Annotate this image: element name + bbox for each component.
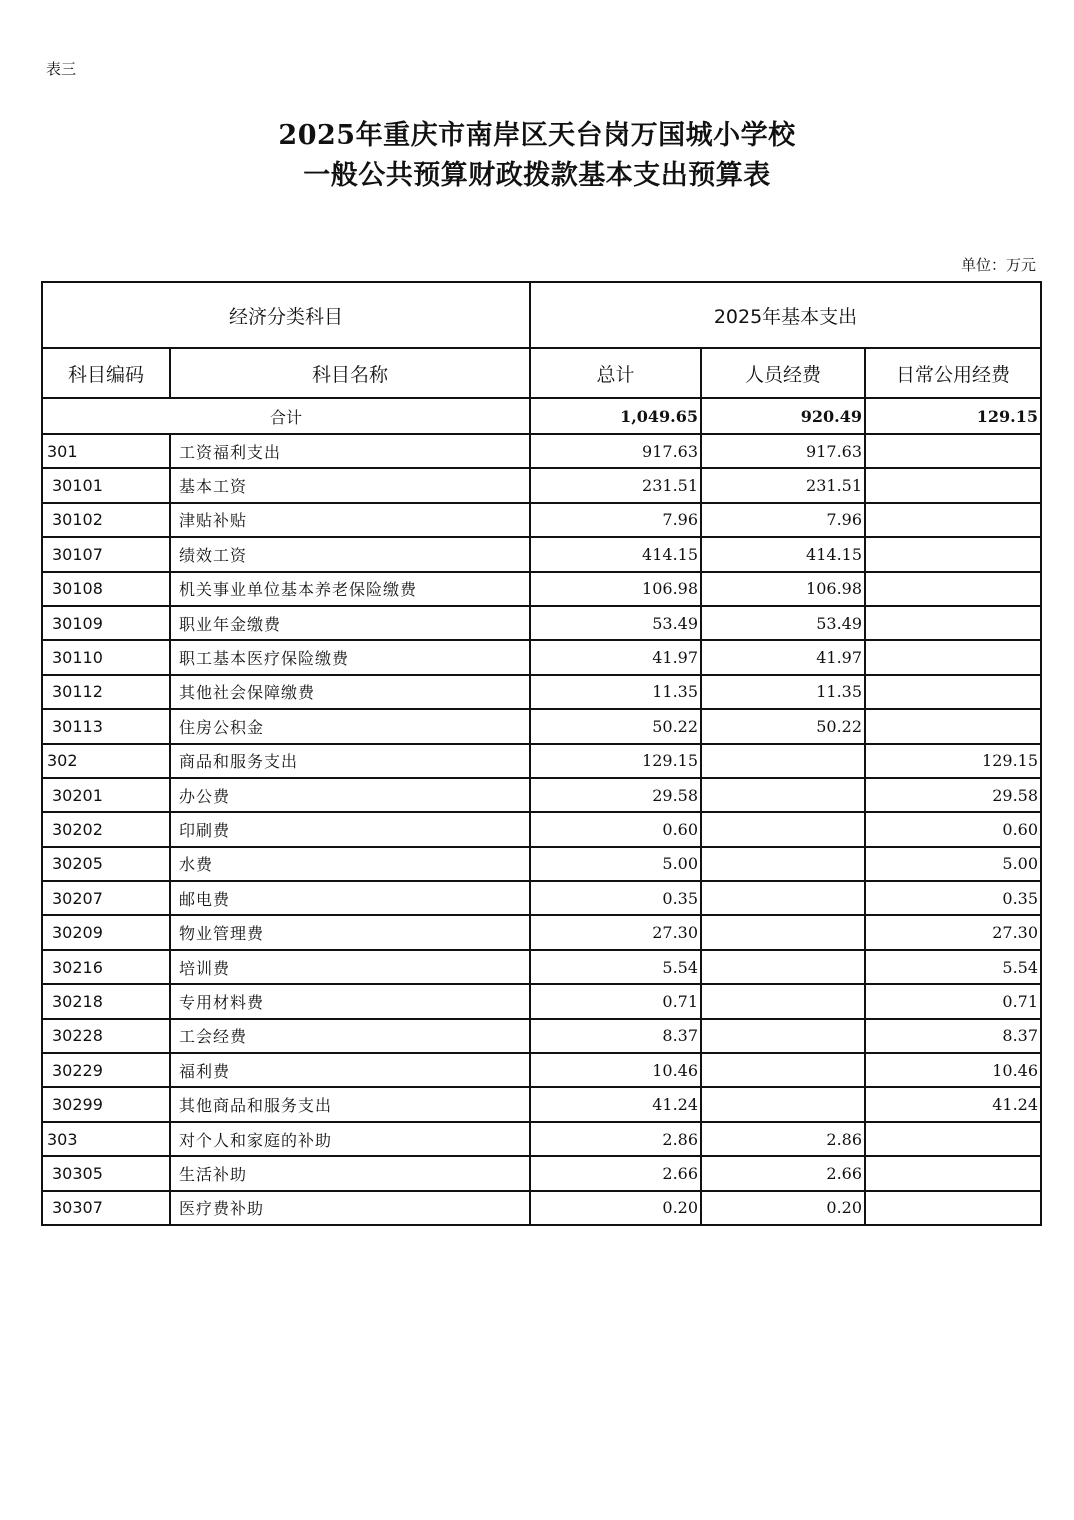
row-code: 30305 <box>42 1156 170 1190</box>
row-code: 30201 <box>42 778 170 812</box>
row-total: 0.35 <box>530 881 701 915</box>
table-row <box>42 1156 1041 1190</box>
row-public <box>865 572 1041 606</box>
row-name: 邮电费 <box>170 881 530 915</box>
column-header-row <box>42 348 1041 398</box>
row-public: 5.54 <box>865 950 1041 984</box>
row-personnel <box>701 1053 865 1087</box>
unit-label: 单位：万元 <box>960 256 1036 274</box>
row-personnel: 414.15 <box>701 537 865 571</box>
row-personnel <box>701 1019 865 1053</box>
row-personnel: 41.97 <box>701 640 865 674</box>
row-name: 印刷费 <box>170 812 530 846</box>
row-public: 29.58 <box>865 778 1041 812</box>
budget-table <box>41 281 1042 1226</box>
row-personnel: 2.66 <box>701 1156 865 1190</box>
row-public <box>865 468 1041 502</box>
table-label: 表三 <box>46 60 77 78</box>
row-name: 其他社会保障缴费 <box>170 675 530 709</box>
row-code: 30229 <box>42 1053 170 1087</box>
header-total: 总计 <box>530 348 701 398</box>
row-total: 0.71 <box>530 984 701 1018</box>
table-row <box>42 744 1041 778</box>
row-total: 10.46 <box>530 1053 701 1087</box>
header-economic-classification: 经济分类科目 <box>42 282 530 348</box>
row-code: 303 <box>42 1122 170 1156</box>
row-code: 301 <box>42 434 170 468</box>
page-title-line2: 一般公共预算财政拨款基本支出预算表 <box>303 160 771 191</box>
row-code: 30307 <box>42 1191 170 1225</box>
row-personnel <box>701 881 865 915</box>
table-row <box>42 675 1041 709</box>
row-public <box>865 1191 1041 1225</box>
row-personnel: 50.22 <box>701 709 865 743</box>
row-name: 其他商品和服务支出 <box>170 1087 530 1121</box>
row-name: 医疗费补助 <box>170 1191 530 1225</box>
row-code: 30109 <box>42 606 170 640</box>
header-code: 科目编码 <box>42 348 170 398</box>
table-row <box>42 950 1041 984</box>
row-code: 30228 <box>42 1019 170 1053</box>
row-total: 5.00 <box>530 847 701 881</box>
row-code: 30209 <box>42 915 170 949</box>
row-name: 生活补助 <box>170 1156 530 1190</box>
row-total: 129.15 <box>530 744 701 778</box>
header-public: 日常公用经费 <box>865 348 1041 398</box>
total-personnel: 920.49 <box>701 398 865 434</box>
row-public <box>865 1122 1041 1156</box>
row-name: 商品和服务支出 <box>170 744 530 778</box>
row-name: 对个人和家庭的补助 <box>170 1122 530 1156</box>
total-public: 129.15 <box>865 398 1041 434</box>
row-code: 30202 <box>42 812 170 846</box>
table-row <box>42 847 1041 881</box>
row-code: 30107 <box>42 537 170 571</box>
row-code: 30112 <box>42 675 170 709</box>
row-total: 50.22 <box>530 709 701 743</box>
row-total: 11.35 <box>530 675 701 709</box>
table-row <box>42 640 1041 674</box>
row-name: 物业管理费 <box>170 915 530 949</box>
row-public <box>865 537 1041 571</box>
row-personnel: 917.63 <box>701 434 865 468</box>
row-name: 职业年金缴费 <box>170 606 530 640</box>
row-personnel: 53.49 <box>701 606 865 640</box>
row-name: 津贴补贴 <box>170 503 530 537</box>
header-basic-expenditure: 2025年基本支出 <box>530 282 1041 348</box>
row-name: 福利费 <box>170 1053 530 1087</box>
table-row <box>42 503 1041 537</box>
header-name: 科目名称 <box>170 348 530 398</box>
row-personnel <box>701 984 865 1018</box>
row-total: 5.54 <box>530 950 701 984</box>
row-public: 129.15 <box>865 744 1041 778</box>
row-total: 8.37 <box>530 1019 701 1053</box>
row-name: 专用材料费 <box>170 984 530 1018</box>
row-total: 41.97 <box>530 640 701 674</box>
table-row <box>42 984 1041 1018</box>
table-row <box>42 778 1041 812</box>
row-personnel: 11.35 <box>701 675 865 709</box>
row-public <box>865 675 1041 709</box>
row-name: 机关事业单位基本养老保险缴费 <box>170 572 530 606</box>
row-code: 30218 <box>42 984 170 1018</box>
table-row <box>42 537 1041 571</box>
row-total: 231.51 <box>530 468 701 502</box>
row-public: 10.46 <box>865 1053 1041 1087</box>
row-personnel: 0.20 <box>701 1191 865 1225</box>
row-public <box>865 640 1041 674</box>
row-personnel <box>701 744 865 778</box>
row-total: 0.60 <box>530 812 701 846</box>
table-row <box>42 915 1041 949</box>
row-public: 41.24 <box>865 1087 1041 1121</box>
table-row <box>42 1122 1041 1156</box>
row-name: 办公费 <box>170 778 530 812</box>
row-public <box>865 1156 1041 1190</box>
row-name: 绩效工资 <box>170 537 530 571</box>
row-personnel <box>701 812 865 846</box>
row-public <box>865 503 1041 537</box>
row-personnel: 106.98 <box>701 572 865 606</box>
table-row <box>42 606 1041 640</box>
total-row <box>42 398 1041 434</box>
row-code: 30113 <box>42 709 170 743</box>
row-code: 30205 <box>42 847 170 881</box>
row-personnel <box>701 847 865 881</box>
row-name: 住房公积金 <box>170 709 530 743</box>
row-name: 基本工资 <box>170 468 530 502</box>
table-row <box>42 434 1041 468</box>
row-public: 0.35 <box>865 881 1041 915</box>
table-row <box>42 709 1041 743</box>
table-row <box>42 1053 1041 1087</box>
row-code: 30299 <box>42 1087 170 1121</box>
table-row <box>42 1087 1041 1121</box>
row-total: 41.24 <box>530 1087 701 1121</box>
page-title-line1: 2025年重庆市南岸区天台岗万国城小学校 <box>278 120 796 151</box>
group-header-row <box>42 282 1041 348</box>
row-code: 302 <box>42 744 170 778</box>
row-personnel <box>701 1087 865 1121</box>
table-row <box>42 1019 1041 1053</box>
row-public: 5.00 <box>865 847 1041 881</box>
row-code: 30102 <box>42 503 170 537</box>
row-total: 414.15 <box>530 537 701 571</box>
table-row <box>42 812 1041 846</box>
table-row <box>42 468 1041 502</box>
row-name: 职工基本医疗保险缴费 <box>170 640 530 674</box>
row-total: 917.63 <box>530 434 701 468</box>
row-public: 27.30 <box>865 915 1041 949</box>
row-code: 30110 <box>42 640 170 674</box>
row-name: 工会经费 <box>170 1019 530 1053</box>
row-personnel: 7.96 <box>701 503 865 537</box>
row-code: 30108 <box>42 572 170 606</box>
table-row <box>42 572 1041 606</box>
row-total: 106.98 <box>530 572 701 606</box>
row-personnel: 2.86 <box>701 1122 865 1156</box>
row-code: 30207 <box>42 881 170 915</box>
row-public <box>865 606 1041 640</box>
header-personnel: 人员经费 <box>701 348 865 398</box>
total-label: 合计 <box>42 398 530 434</box>
row-total: 53.49 <box>530 606 701 640</box>
row-name: 培训费 <box>170 950 530 984</box>
table-row <box>42 1191 1041 1225</box>
row-name: 水费 <box>170 847 530 881</box>
row-total: 0.20 <box>530 1191 701 1225</box>
row-public: 0.60 <box>865 812 1041 846</box>
row-name: 工资福利支出 <box>170 434 530 468</box>
row-personnel <box>701 950 865 984</box>
row-public <box>865 709 1041 743</box>
row-personnel <box>701 915 865 949</box>
total-sum: 1,049.65 <box>530 398 701 434</box>
row-public <box>865 434 1041 468</box>
row-total: 2.66 <box>530 1156 701 1190</box>
row-total: 29.58 <box>530 778 701 812</box>
row-public: 0.71 <box>865 984 1041 1018</box>
row-total: 2.86 <box>530 1122 701 1156</box>
row-total: 7.96 <box>530 503 701 537</box>
row-code: 30216 <box>42 950 170 984</box>
row-code: 30101 <box>42 468 170 502</box>
row-personnel: 231.51 <box>701 468 865 502</box>
row-personnel <box>701 778 865 812</box>
table-row <box>42 881 1041 915</box>
row-total: 27.30 <box>530 915 701 949</box>
row-public: 8.37 <box>865 1019 1041 1053</box>
